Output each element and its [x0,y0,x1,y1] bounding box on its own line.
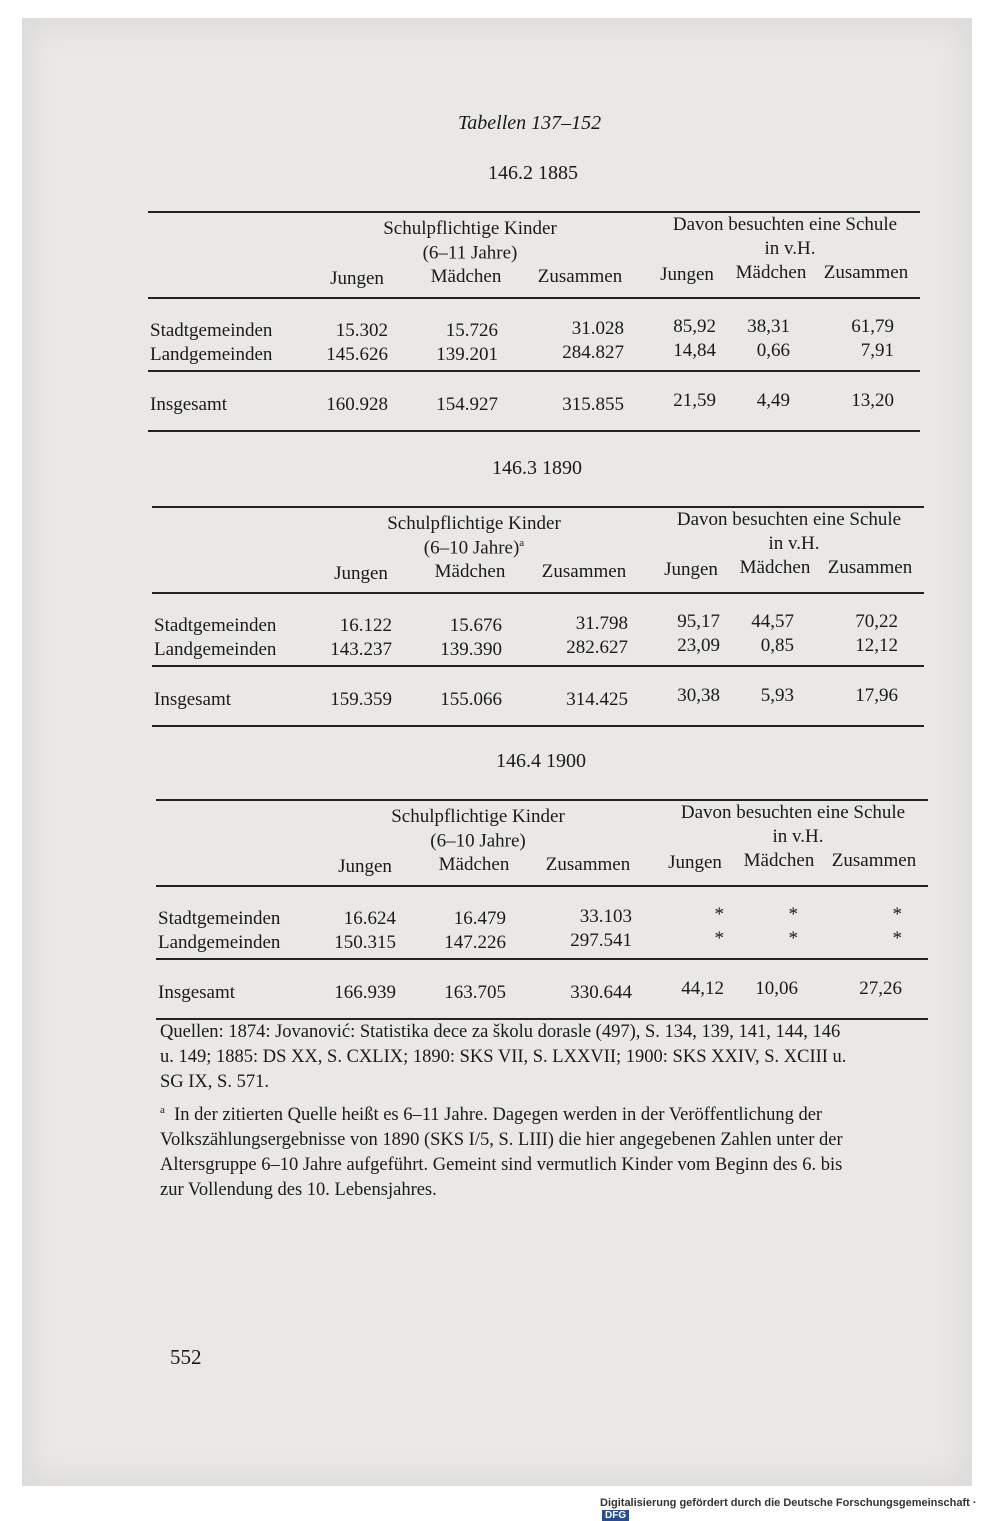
sources-line: SG IX, S. 571. [160,1072,269,1092]
table-cell: * [788,928,798,949]
table-cell: 7,91 [860,340,894,361]
group-header-range [340,242,600,264]
group-header-children: Schulpflichtige Kinder [387,513,561,534]
footnote-line: Volkszählungsergebnisse von 1890 (SKS I/5, S. LIII) die hier angegebenen Zahlen unter der [160,1130,843,1151]
row-label-total: Insgesamt [158,982,236,1003]
table-cell-total: 4,49 [756,390,790,411]
table-cell: * [892,928,902,949]
group-header-school: Davon besuchten eine Schule [680,802,906,823]
table-cell: 95,17 [677,611,720,632]
range-text: (6–10 Jahre) [430,830,526,852]
column-header: Zusammen [537,266,623,287]
running-header: Tabellen 137–152 [458,112,602,134]
column-header: Mädchen [434,561,506,582]
column-header: Zusammen [541,561,627,582]
table-cell: 85,92 [673,316,716,337]
table-cell-total: 155.066 [440,689,502,710]
table-cell: 31.798 [575,613,628,634]
row-label: Stadtgemeinden [158,908,281,929]
group-header-percent: in v.H. [768,533,820,554]
column-header: Jungen [664,559,718,580]
row-label: Landgemeinden [150,344,273,365]
top-rule [152,506,924,508]
table-cell: 0,85 [760,635,794,656]
column-header: Mädchen [743,850,815,871]
column-header: Jungen [330,268,384,289]
group-header-school: Davon besuchten eine Schule [672,214,898,235]
subtotal-rule [148,370,920,372]
table-cell: 12,12 [855,635,898,656]
sources-line: Quellen: 1874: Jovanović: Statistika dece za školu dorasle (497), S. 134, 139, 141, 144, 146 [160,1022,841,1042]
group-header-school: Davon besuchten eine Schule [676,509,902,530]
sources-line: u. 149; 1885: DS XX, S. CXLIX; 1890: SKS VII, S. LXXVII; 1900: SKS XXIV, S. XCIII u. [160,1047,847,1067]
group-header-children: Schulpflichtige Kinder [391,806,565,827]
column-header: Mädchen [739,557,811,578]
table-cell-total: 13,20 [851,390,894,411]
row-label: Landgemeinden [158,932,281,953]
table-title: 146.3 1890 [492,457,582,479]
table-cell: 139.390 [440,639,502,660]
table-cell-total: 21,59 [673,390,716,411]
table-cell: 282.627 [566,637,628,658]
row-label: Stadtgemeinden [150,320,273,341]
subtotal-rule [156,958,928,960]
table-cell: 14,84 [673,340,716,361]
table-cell: 15.726 [445,320,498,341]
table-cell-total: 5,93 [760,685,794,706]
group-header-range [348,830,608,852]
table-cell: 139.201 [436,344,498,365]
table-cell-total: 163.705 [444,982,506,1003]
bottom-rule [152,725,924,727]
table-cell-total: 44,12 [681,978,724,999]
column-header: Zusammen [545,854,631,875]
row-label: Landgemeinden [154,639,277,660]
header-rule [152,592,924,594]
range-footnote-marker: a [519,537,525,549]
table-cell: 0,66 [756,340,790,361]
table-cell: 70,22 [855,611,898,632]
table-cell: 297.541 [570,930,632,951]
table-cell: 143.237 [330,639,392,660]
table-cell: 150.315 [334,932,396,953]
column-header: Jungen [668,852,722,873]
table-cell: 16.624 [343,908,396,929]
table-cell: 31.028 [571,318,624,339]
table-cell: * [892,904,902,925]
column-header: Zusammen [823,262,909,283]
table-cell-total: 160.928 [326,394,388,415]
range-text: (6–10 Jahre) [423,537,520,559]
footnote-line: zur Vollendung des 10. Lebensjahres. [160,1180,437,1201]
range-text: (6–11 Jahre) [422,242,518,264]
group-header-range [344,537,604,559]
dfg-logo: DFG [602,1510,629,1521]
column-header: Jungen [338,856,392,877]
group-header-children: Schulpflichtige Kinder [383,218,557,239]
table-cell: 44,57 [751,611,794,632]
table-cell: 23,09 [677,635,720,656]
column-header: Jungen [334,563,388,584]
column-header: Mädchen [438,854,510,875]
footnote-line: Altersgruppe 6–10 Jahre aufgeführt. Gemeint sind vermutlich Kinder vom Beginn des 6. bis [160,1155,843,1176]
column-header: Zusammen [831,850,917,871]
header-rule [148,297,920,299]
header-rule [156,885,928,887]
table-cell-total: 159.359 [330,689,392,710]
table-cell: 15.676 [449,615,502,636]
table-cell-total: 154.927 [436,394,498,415]
column-header: Zusammen [827,557,913,578]
column-header: Jungen [660,264,714,285]
funding-footer [600,1497,1000,1521]
group-header-percent: in v.H. [764,238,816,259]
row-label-total: Insgesamt [154,689,232,710]
table-cell-total: 30,38 [677,685,720,706]
table-cell-total: 27,26 [859,978,902,999]
table-cell-total: 17,96 [855,685,898,706]
top-rule [148,211,920,213]
table-cell: 15.302 [335,320,388,341]
table-cell: * [788,904,798,925]
table-cell: 16.122 [339,615,392,636]
page-number: 552 [170,1345,202,1369]
table-cell-total: 315.855 [562,394,624,415]
table-cell: 61,79 [851,316,894,337]
table-cell-total: 10,06 [755,978,798,999]
footnote-line: In der zitierten Quelle heißt es 6–11 Jahre. Dagegen werden in der Veröffentlichung der [174,1105,823,1126]
table-cell: 147.226 [444,932,506,953]
table-cell-total: 314.425 [566,689,628,710]
table-cell-total: 166.939 [334,982,396,1003]
table-cell: 38,31 [747,316,790,337]
subtotal-rule [152,665,924,667]
row-label: Stadtgemeinden [154,615,277,636]
table-cell: 16.479 [453,908,506,929]
table-cell-total: 330.644 [570,982,632,1003]
sources-note [160,1020,846,1095]
footer-text: Digitalisierung gefördert durch die Deutsche Forschungsgemeinschaft · [600,1497,977,1509]
top-rule [156,799,928,801]
table-cell: 145.626 [326,344,388,365]
table-cell: * [714,904,724,925]
table-cell: 33.103 [579,906,632,927]
table-title: 146.2 1885 [488,162,578,184]
group-header-percent: in v.H. [772,826,824,847]
row-label-total: Insgesamt [150,394,228,415]
table-cell: * [714,928,724,949]
table-cell: 284.827 [562,342,624,363]
footnote-marker: a [160,1104,165,1116]
column-header: Mädchen [430,266,502,287]
table-title: 146.4 1900 [496,750,586,772]
footnote [160,1098,843,1203]
column-header: Mädchen [735,262,807,283]
bottom-rule [148,430,920,432]
